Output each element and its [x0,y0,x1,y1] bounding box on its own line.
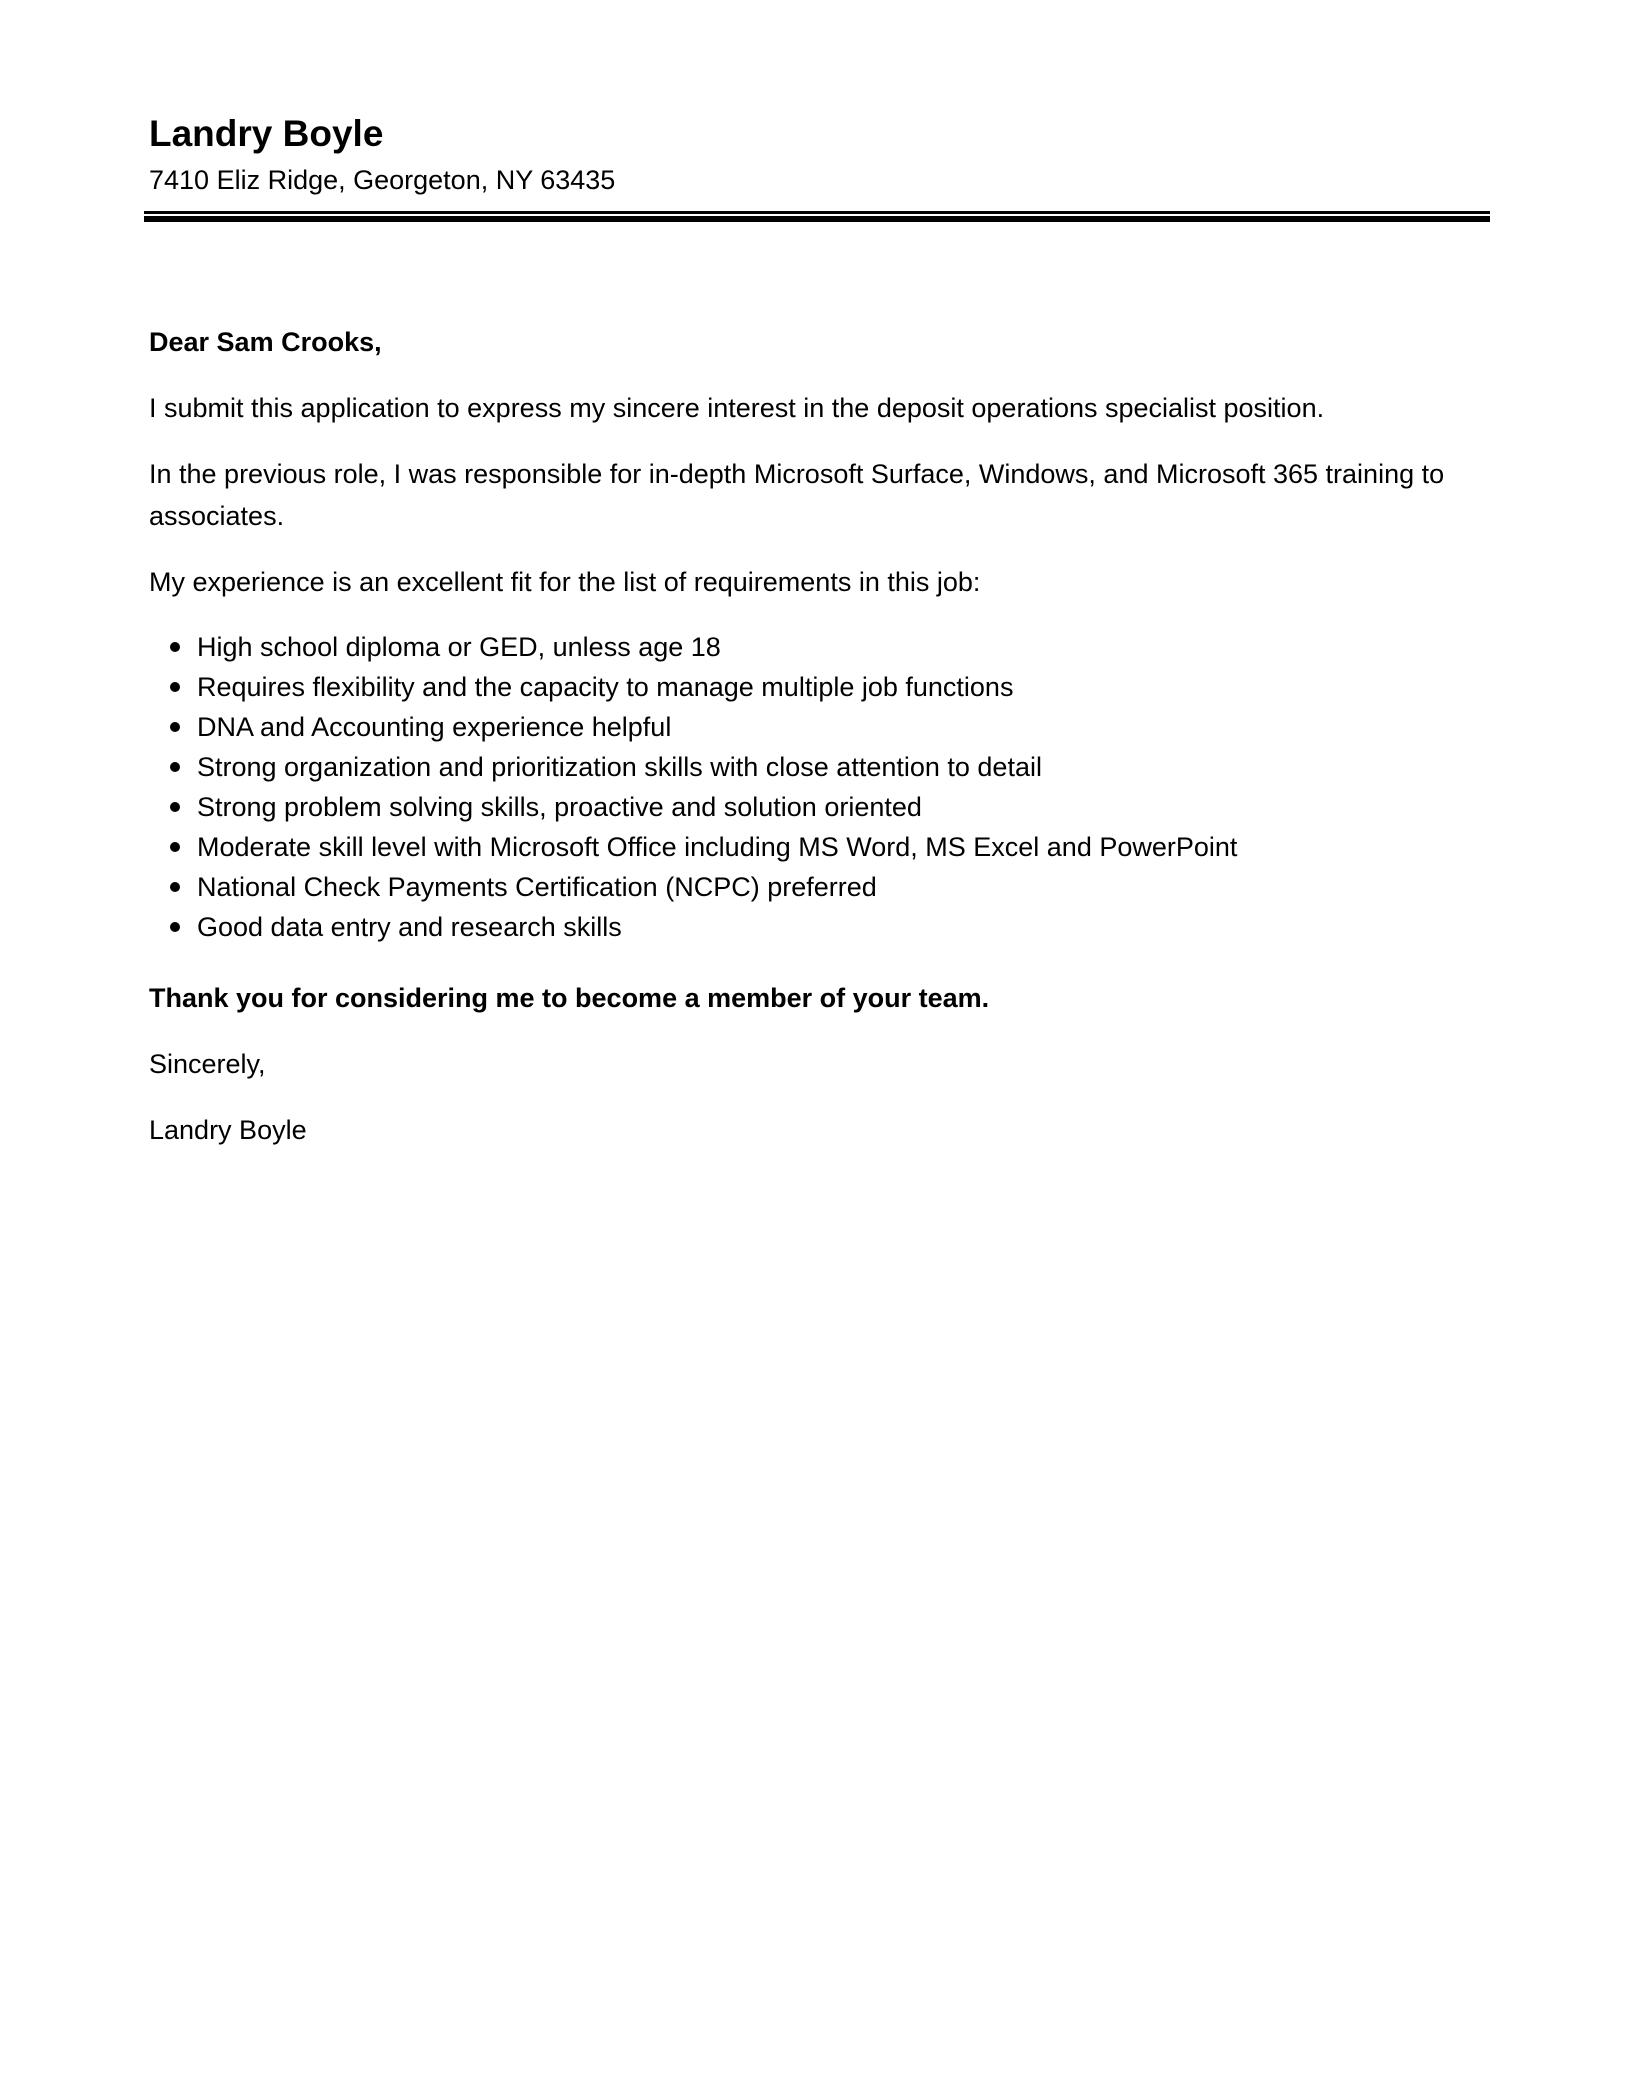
sender-name: Landry Boyle [149,113,384,154]
list-item-text: Good data entry and research skills [197,912,622,942]
list-item-text: Strong problem solving skills, proactive and solution oriented [197,792,922,822]
header-divider [144,211,1490,223]
paragraph-intro: I submit this application to express my sincere interest in the deposit operations specialist position. [149,393,1325,423]
list-item-text: Strong organization and prioritization skills with close attention to detail [197,752,1042,782]
bullet-icon [170,842,180,852]
letter-header [149,108,1489,200]
bullet-icon [170,642,180,652]
list-item-text: DNA and Accounting experience helpful [197,712,672,742]
paragraph-requirements-lead: My experience is an excellent fit for the list of requirements in this job: [149,567,981,597]
list-item-text: Requires flexibility and the capacity to manage multiple job functions [197,672,1014,702]
list-item [149,787,1489,827]
divider-thick-line [144,216,1490,222]
bullet-icon [170,762,180,772]
salutation: Dear Sam Crooks, [149,327,382,357]
list-item [149,707,1489,747]
requirements-list [149,627,1489,947]
divider-thin-line [144,211,1490,214]
paragraph-experience: In the previous role, I was responsible for in-depth Microsoft Surface, Windows, and Microsoft 365 training to associates. [149,459,1445,531]
list-item [149,747,1489,787]
list-item-text: High school diploma or GED, unless age 18 [197,632,721,662]
list-item [149,867,1489,907]
valediction: Sincerely, [149,1049,266,1079]
bullet-icon [170,722,180,732]
bullet-icon [170,802,180,812]
bullet-icon [170,682,180,692]
list-item-text: National Check Payments Certification (NCPC) preferred [197,872,877,902]
sender-address: 7410 Eliz Ridge, Georgeton, NY 63435 [149,165,616,195]
closing-statement: Thank you for considering me to become a member of your team. [149,983,990,1013]
bullet-icon [170,922,180,932]
list-item-text: Moderate skill level with Microsoft Office including MS Word, MS Excel and PowerPoint [197,832,1238,862]
bullet-icon [170,882,180,892]
list-item [149,627,1489,667]
list-item [149,827,1489,867]
letter-body [149,321,1489,1175]
list-item [149,667,1489,707]
list-item [149,907,1489,947]
signature-name: Landry Boyle [149,1115,307,1145]
